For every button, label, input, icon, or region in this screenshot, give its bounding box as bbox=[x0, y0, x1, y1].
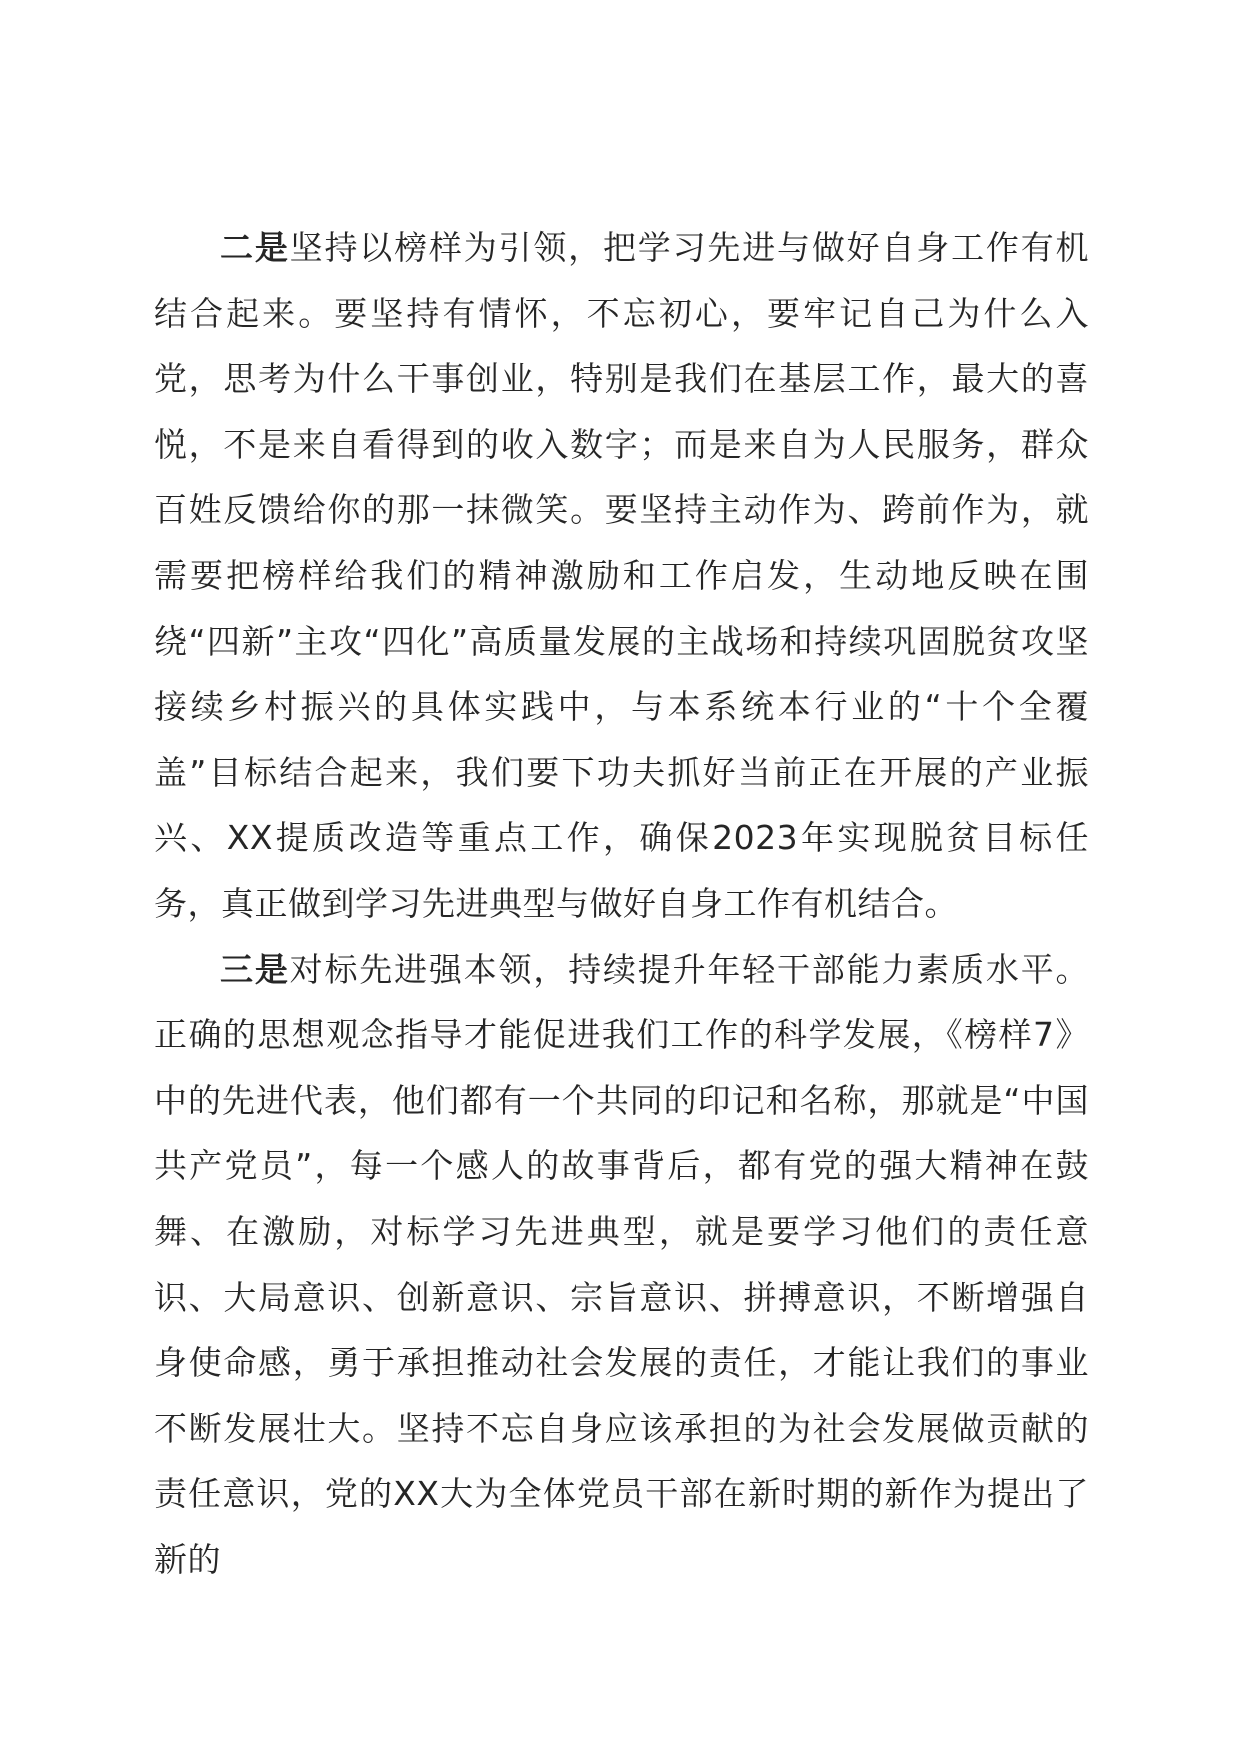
paragraph-three-lead: 三是 bbox=[220, 949, 290, 989]
paragraph-two bbox=[154, 215, 1089, 937]
paragraph-three-text: 对标先进强本领，持续提升年轻干部能力素质水平。正确的思想观念指导才能促进我们工作的科学发展，《榜样7》中的先进代表，他们都有一个共同的印记和名称，那就是“中国共产党员”，每一个感人的故事背后，都有党的强大精神在鼓舞、在激励，对标学习先进典型，就是要学习他们的责任意识、大局意识、创新意识、宗旨意识、拼搏意识，不断增强自身使命感，勇于承担推动社会发展的责任，才能让我们的事业不断发展壮大。坚持不忘自身应该承担的为社会发展做贡献的责任意识，党的XX大为全体党员干部在新时期的新作为提出了新的 bbox=[154, 949, 1089, 1579]
paragraph-two-lead: 二是 bbox=[220, 228, 290, 267]
paragraph-two-text: 坚持以榜样为引领，把学习先进与做好自身工作有机结合起来。要坚持有情怀，不忘初心，要牢记自己为什么入党，思考为什么干事创业，特别是我们在基层工作，最大的喜悦，不是来自看得到的收入数字；而是来自为人民服务，群众百姓反馈给你的那一抹微笑。要坚持主动作为、跨前作为，就需要把榜样给我们的精神激励和工作启发，生动地反映在围绕“四新”主攻“四化”高质量发展的主战场和持续巩固脱贫攻坚接续乡村振兴的具体实践中，与本系统本行业的“十个全覆盖”目标结合起来，我们要下功夫抓好当前正在开展的产业振兴、XX提质改造等重点工作，确保2023年实现脱贫目标任务，真正做到学习先进典型与做好自身工作有机结合。 bbox=[154, 228, 1089, 923]
paragraph-three bbox=[154, 937, 1089, 1593]
document-body bbox=[154, 215, 1089, 1592]
